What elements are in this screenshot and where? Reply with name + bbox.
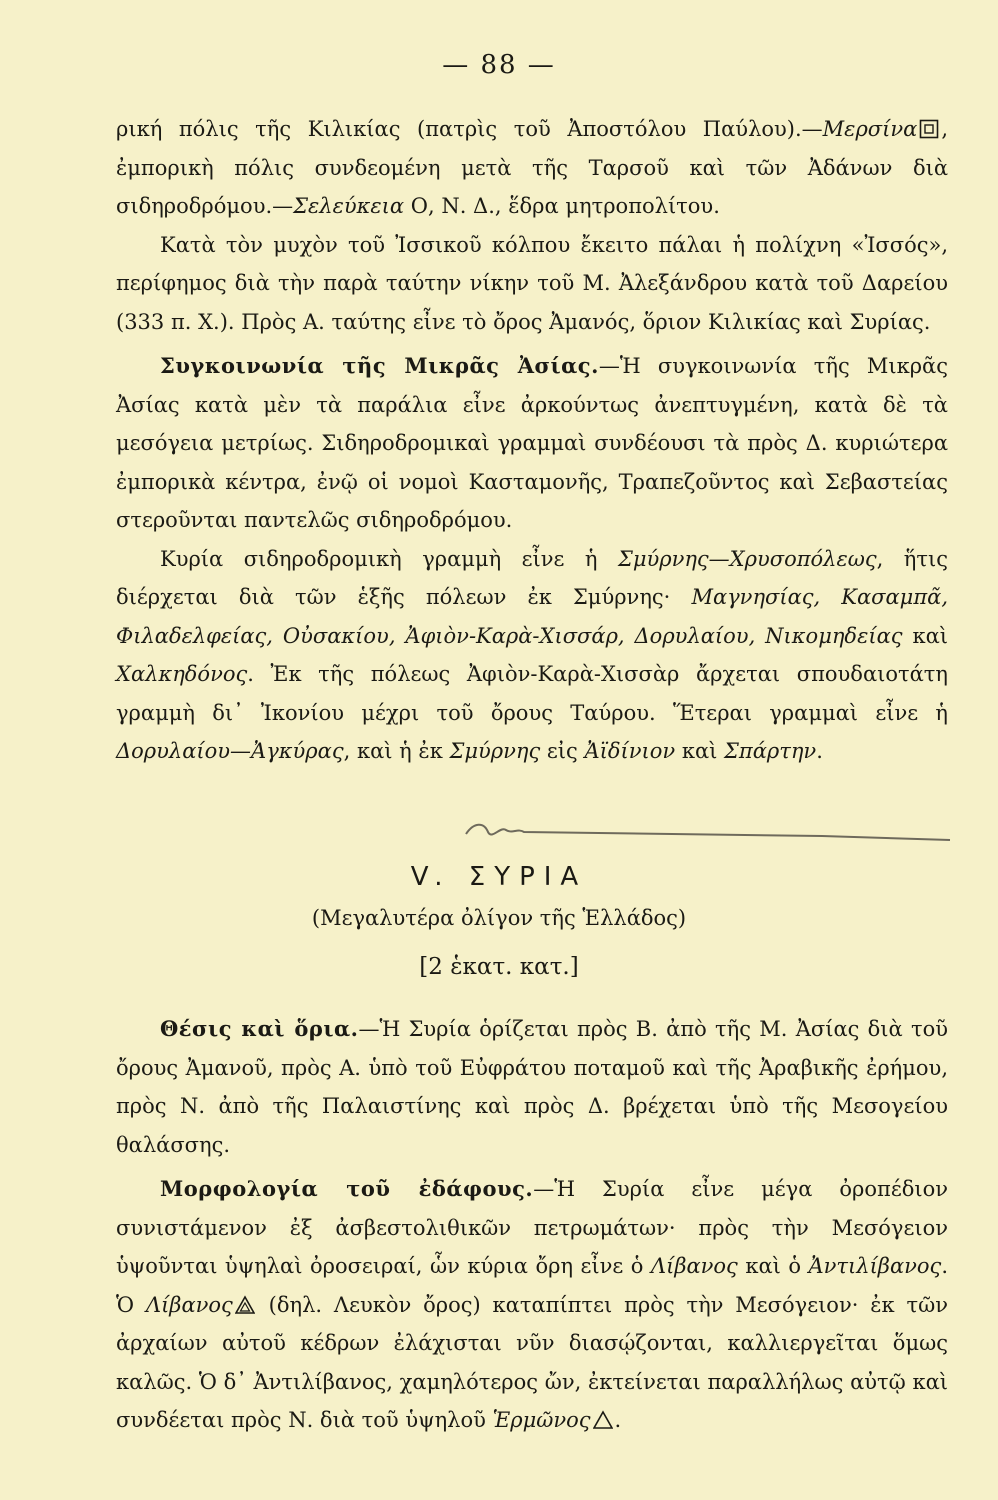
pencil-scribble-line	[462, 818, 952, 848]
mountain-triangle-icon	[593, 1410, 613, 1430]
heading-morphology: Μορφολογία τοῦ ἐδάφους.	[160, 1176, 534, 1201]
text-run: (δηλ. Λευκὸν ὄρος) καταπίπτει πρὸς τὴν Μεσόγειον· ἐκ τῶν ἀρχαίων αὐτοῦ κέδρων ἐλάχισται νῦν διασῴζονται, καλλιεργεῖται ὅμως καλῶς. Ὁ δ᾽ Ἀντιλίβανος, χαμηλότερος ὤν, ἐκτείνεται παραλλήλως αὐτῷ καὶ συνδέεται πρὸς Ν. διὰ τοῦ ὑψηλοῦ	[116, 1292, 948, 1432]
text-run: καὶ ὁ	[737, 1254, 809, 1278]
text-run: Ο, Ν. Δ., ἕδρα μητροπολίτου.	[404, 194, 720, 218]
paragraph-issos: Κατὰ τὸν μυχὸν τοῦ Ἰσσικοῦ κόλπου ἔκειτο πάλαι ἡ πολίχνη «Ἰσσός», περίφημος διὰ τὴν παρὰ ταύτην νίκην τοῦ Μ. Ἀλεξάνδρου κατὰ τοῦ Δαρείου (333 π. Χ.). Πρὸς Α. ταύτης εἶνε τὸ ὄρος Ἀμανός, ὅριον Κιλικίας καὶ Συρίας.	[116, 232, 948, 334]
text-run: ρική πόλις τῆς Κιλικίας (πατρὶς τοῦ Ἀποστόλου Παύλου).—	[116, 117, 823, 141]
paragraph-communication	[116, 347, 948, 540]
place-seleukeia: Σελεύκεια	[293, 194, 405, 218]
text-run: καὶ	[902, 623, 948, 648]
text-block-bottom	[116, 1010, 948, 1440]
heading-communication: Συγκοινωνία τῆς Μικρᾶς Ἀσίας.	[160, 353, 599, 378]
mountain-triangle-icon	[235, 1295, 255, 1315]
section-area: [2 ἑκατ. κατ.]	[419, 954, 579, 980]
text-run: .	[614, 1408, 622, 1432]
text-run: —Ἡ συγκοινωνία τῆς Μικρᾶς Ἀσίας κατὰ μὲν τὰ παράλια εἶνε ἀρκούντως ἀνεπτυγμένη, κατὰ δὲ τὰ μεσόγεια μετρίως. Σιδηροδρομικαὶ γραμμαὶ συνδέουσι τὰ πρὸς Δ. κυριώτερα ἐμπορικὰ κέντρα, ἐνῷ οἱ νομοὶ Κασταμονῆς, Τραπεζοῦντος καὶ Σεβαστείας στεροῦνται παντελῶς σιδηροδρόμου.	[116, 354, 948, 532]
text-block-top	[116, 110, 948, 771]
railway-cities: Μαγνησίας, Κασαμπᾶ, Φιλαδελφείας, Οὐσακίου, Ἀφιὸν-Καρὰ-Χισσάρ, Δορυλαίου, Νικομηδείας	[116, 585, 948, 648]
text-run: —Ἡ Συρία ὁρίζεται πρὸς Β. ἀπὸ τῆς Μ. Ἀσίας διὰ τοῦ ὄρους Ἀμανοῦ, πρὸς Α. ὑπὸ τοῦ Εὐφράτου ποταμοῦ καὶ τῆς Ἀραβικῆς ἐρήμου, πρὸς Ν. ἀπὸ τῆς Παλαιστίνης καὶ πρὸς Δ. βρέχεται ὑπὸ τῆς Μεσογείου θαλάσσης.	[116, 1017, 949, 1157]
railway-dorylaion-ankyra: Δορυλαίου—Ἀγκύρας	[116, 739, 344, 763]
place-smyrni: Σμύρνης	[449, 739, 541, 763]
mountain-livanos: Λίβανος	[650, 1254, 738, 1278]
text-run: , καὶ ἡ ἐκ	[343, 739, 450, 763]
city-square-icon	[919, 119, 939, 139]
place-aidinion: Ἀϊδίνιον	[584, 739, 676, 763]
text-run: . Ὁ	[116, 1254, 948, 1317]
text-run: . Ἐκ τῆς πόλεως Ἀφιὸν-Καρὰ-Χισσὰρ ἄρχεται σπουδαιοτάτη γραμμὴ δι᾽ Ἰκονίου μέχρι τοῦ ὄρους Ταύρου. Ἕτεραι γραμμαὶ εἶνε ἡ	[116, 662, 948, 725]
mountain-ermon: Ἑρμῶνος	[492, 1408, 591, 1432]
place-sparti: Σπάρτην	[724, 739, 817, 763]
paragraph-railway	[116, 540, 948, 771]
mountain-antilivanos: Ἀντιλίβανος	[808, 1254, 942, 1278]
heading-position-borders: Θέσις καὶ ὅρια.	[160, 1016, 359, 1041]
section-title: V. ΣΥΡΙΑ	[410, 862, 588, 892]
text-run: —Ἡ Συρία εἶνε μέγα ὀροπέδιον συνιστάμενον ἐξ ἀσβεστολιθικῶν πετρωμάτων· πρὸς τὴν Μεσόγειον ὑψοῦνται ὑψηλαὶ ὀροσειραί, ὧν κύρια ὄρη εἶνε ὁ	[116, 1177, 948, 1278]
place-mersina: Μερσίνα	[822, 117, 918, 141]
text-run: εἰς	[540, 739, 585, 763]
text-run: καὶ	[675, 739, 725, 763]
text-run: , ἐμπορικὴ πόλις συνδεομένη μετὰ τῆς Ταρσοῦ καὶ τῶν Ἀδάνων διὰ σιδηροδρόμου.—	[116, 117, 948, 218]
page-number: — 88 —	[442, 50, 556, 80]
section-subtitle: (Μεγαλυτέρα ὀλίγον τῆς Ἑλλάδος)	[311, 906, 687, 930]
place-chalkidon: Χαλκηδόνος	[116, 662, 248, 686]
text-run: .	[816, 739, 823, 763]
paragraph-morphology	[116, 1170, 948, 1440]
paragraph-position-borders	[116, 1010, 948, 1164]
railway-smyrni-chrysopolis: Σμύρνης—Χρυσοπόλεως	[617, 546, 877, 571]
paragraph-mersina	[116, 110, 948, 226]
text-run: Κυρία σιδηροδρομικὴ γραμμὴ εἶνε ἡ	[160, 546, 618, 571]
text-run: , ἥτις διέρχεται διὰ τῶν ἑξῆς πόλεων ἐκ Σμύρνης·	[116, 546, 949, 609]
mountain-livanos: Λίβανος	[145, 1292, 233, 1317]
